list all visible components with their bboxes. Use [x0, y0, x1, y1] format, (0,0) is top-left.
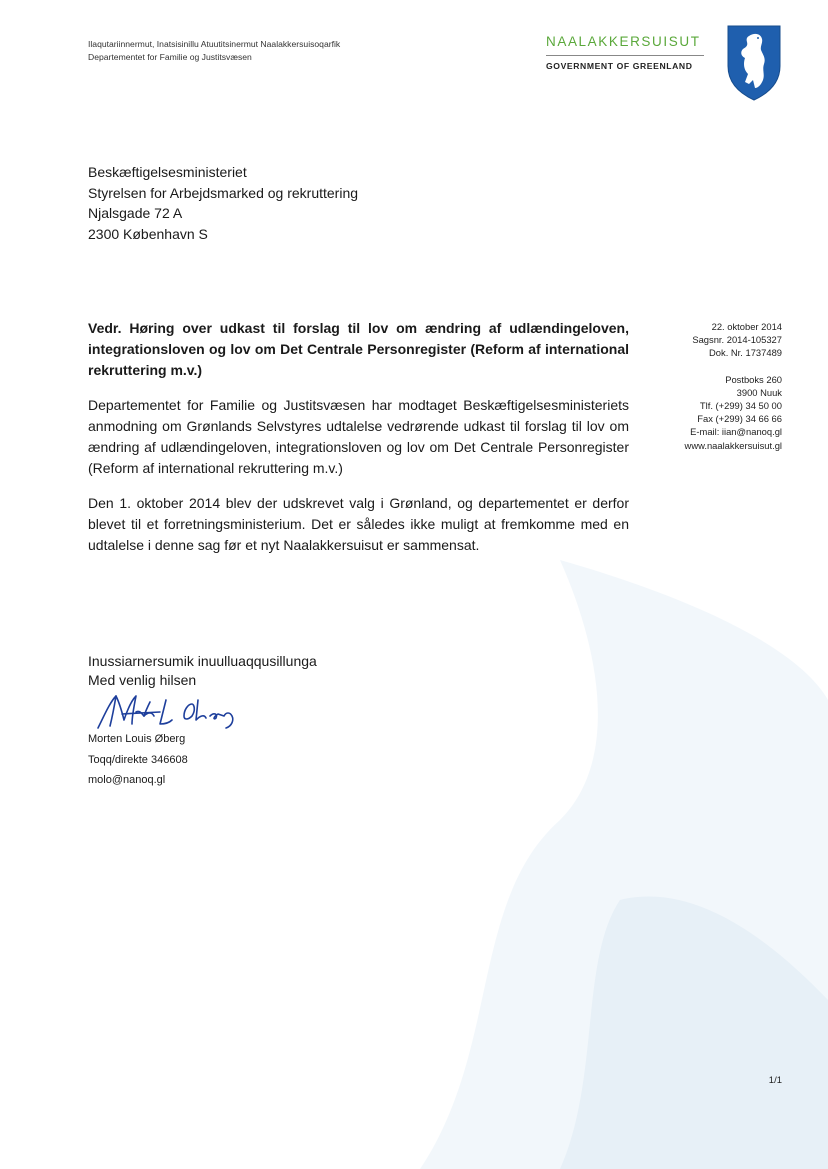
recipient-line: Styrelsen for Arbejdsmarked og rekruttering — [88, 184, 359, 201]
department-name-danish: Departementet for Familie og Justitsvæsen — [88, 52, 252, 62]
city: 3900 Nuuk — [736, 386, 782, 398]
greeting-greenlandic: Inussiarnersumik inuulluaqqusillunga — [88, 653, 317, 669]
department-name-greenlandic: Ilaqutariinnermut, Inatsisinillu Atuutitsinermut Naalakkersuisoqarfik — [88, 39, 341, 49]
recipient-line: 2300 København S — [88, 225, 208, 242]
brand-name: NAALAKKERSUISUT — [546, 34, 701, 49]
postbox: Postboks 260 — [725, 373, 782, 385]
recipient-line: Beskæftigelsesministeriet — [88, 164, 247, 180]
page-number: 1/1 — [768, 1075, 782, 1086]
polar-bear-crest-icon — [725, 22, 783, 102]
closing-greeting — [88, 652, 317, 690]
phone: Tlf. (+299) 34 50 00 — [699, 400, 782, 412]
case-number: Sagsnr. 2014-105327 — [692, 334, 782, 346]
document-number: Dok. Nr. 1737489 — [709, 347, 782, 359]
recipient-address — [88, 162, 358, 244]
greeting-danish: Med venlig hilsen — [88, 672, 197, 688]
brand-divider — [546, 55, 704, 56]
contact-email: E-mail: iian@nanoq.gl — [690, 426, 782, 438]
letter-date: 22. oktober 2014 — [711, 321, 782, 332]
letter-subject: Vedr. Høring over udkast til forslag til lov om ændring af udlændingeloven, integrationsloven og lov om Det Centrale Personregister (Reform af international rekruttering m.v.) — [88, 320, 629, 378]
signatory-direct-phone: Toqq/direkte 346608 — [88, 753, 188, 766]
body-paragraph-1: Departementet for Familie og Justitsvæsen har modtaget Beskæftigelsesministeriets anmodning om Grønlands Selvstyres udtalelse vedrørende udkast til forslag til lov om ændring af udlændingeloven, integrationsloven og lov om Det Centrale Personregister (Reform af international rekruttering m.v.) — [88, 397, 629, 476]
website: www.naalakkersuisut.gl — [684, 439, 782, 451]
document-meta — [622, 320, 782, 452]
body-paragraph-2: Den 1. oktober 2014 blev der udskrevet valg i Grønland, og departementet er derfor blevet til et forretningsministerium. Det er således ikke muligt at fremkomme med en udtalelse i denne sag før et nyt Naalakkersuisut er sammensat. — [88, 495, 629, 553]
fax: Fax (+299) 34 66 66 — [697, 413, 782, 425]
signatory-email: molo@nanoq.gl — [88, 774, 166, 786]
handwritten-signature-icon — [92, 690, 242, 732]
recipient-line: Njalsgade 72 A — [88, 205, 183, 221]
signatory-block — [88, 729, 188, 791]
brand-subtitle: GOVERNMENT OF GREENLAND — [546, 61, 693, 71]
signatory-name: Morten Louis Øberg — [88, 733, 186, 745]
